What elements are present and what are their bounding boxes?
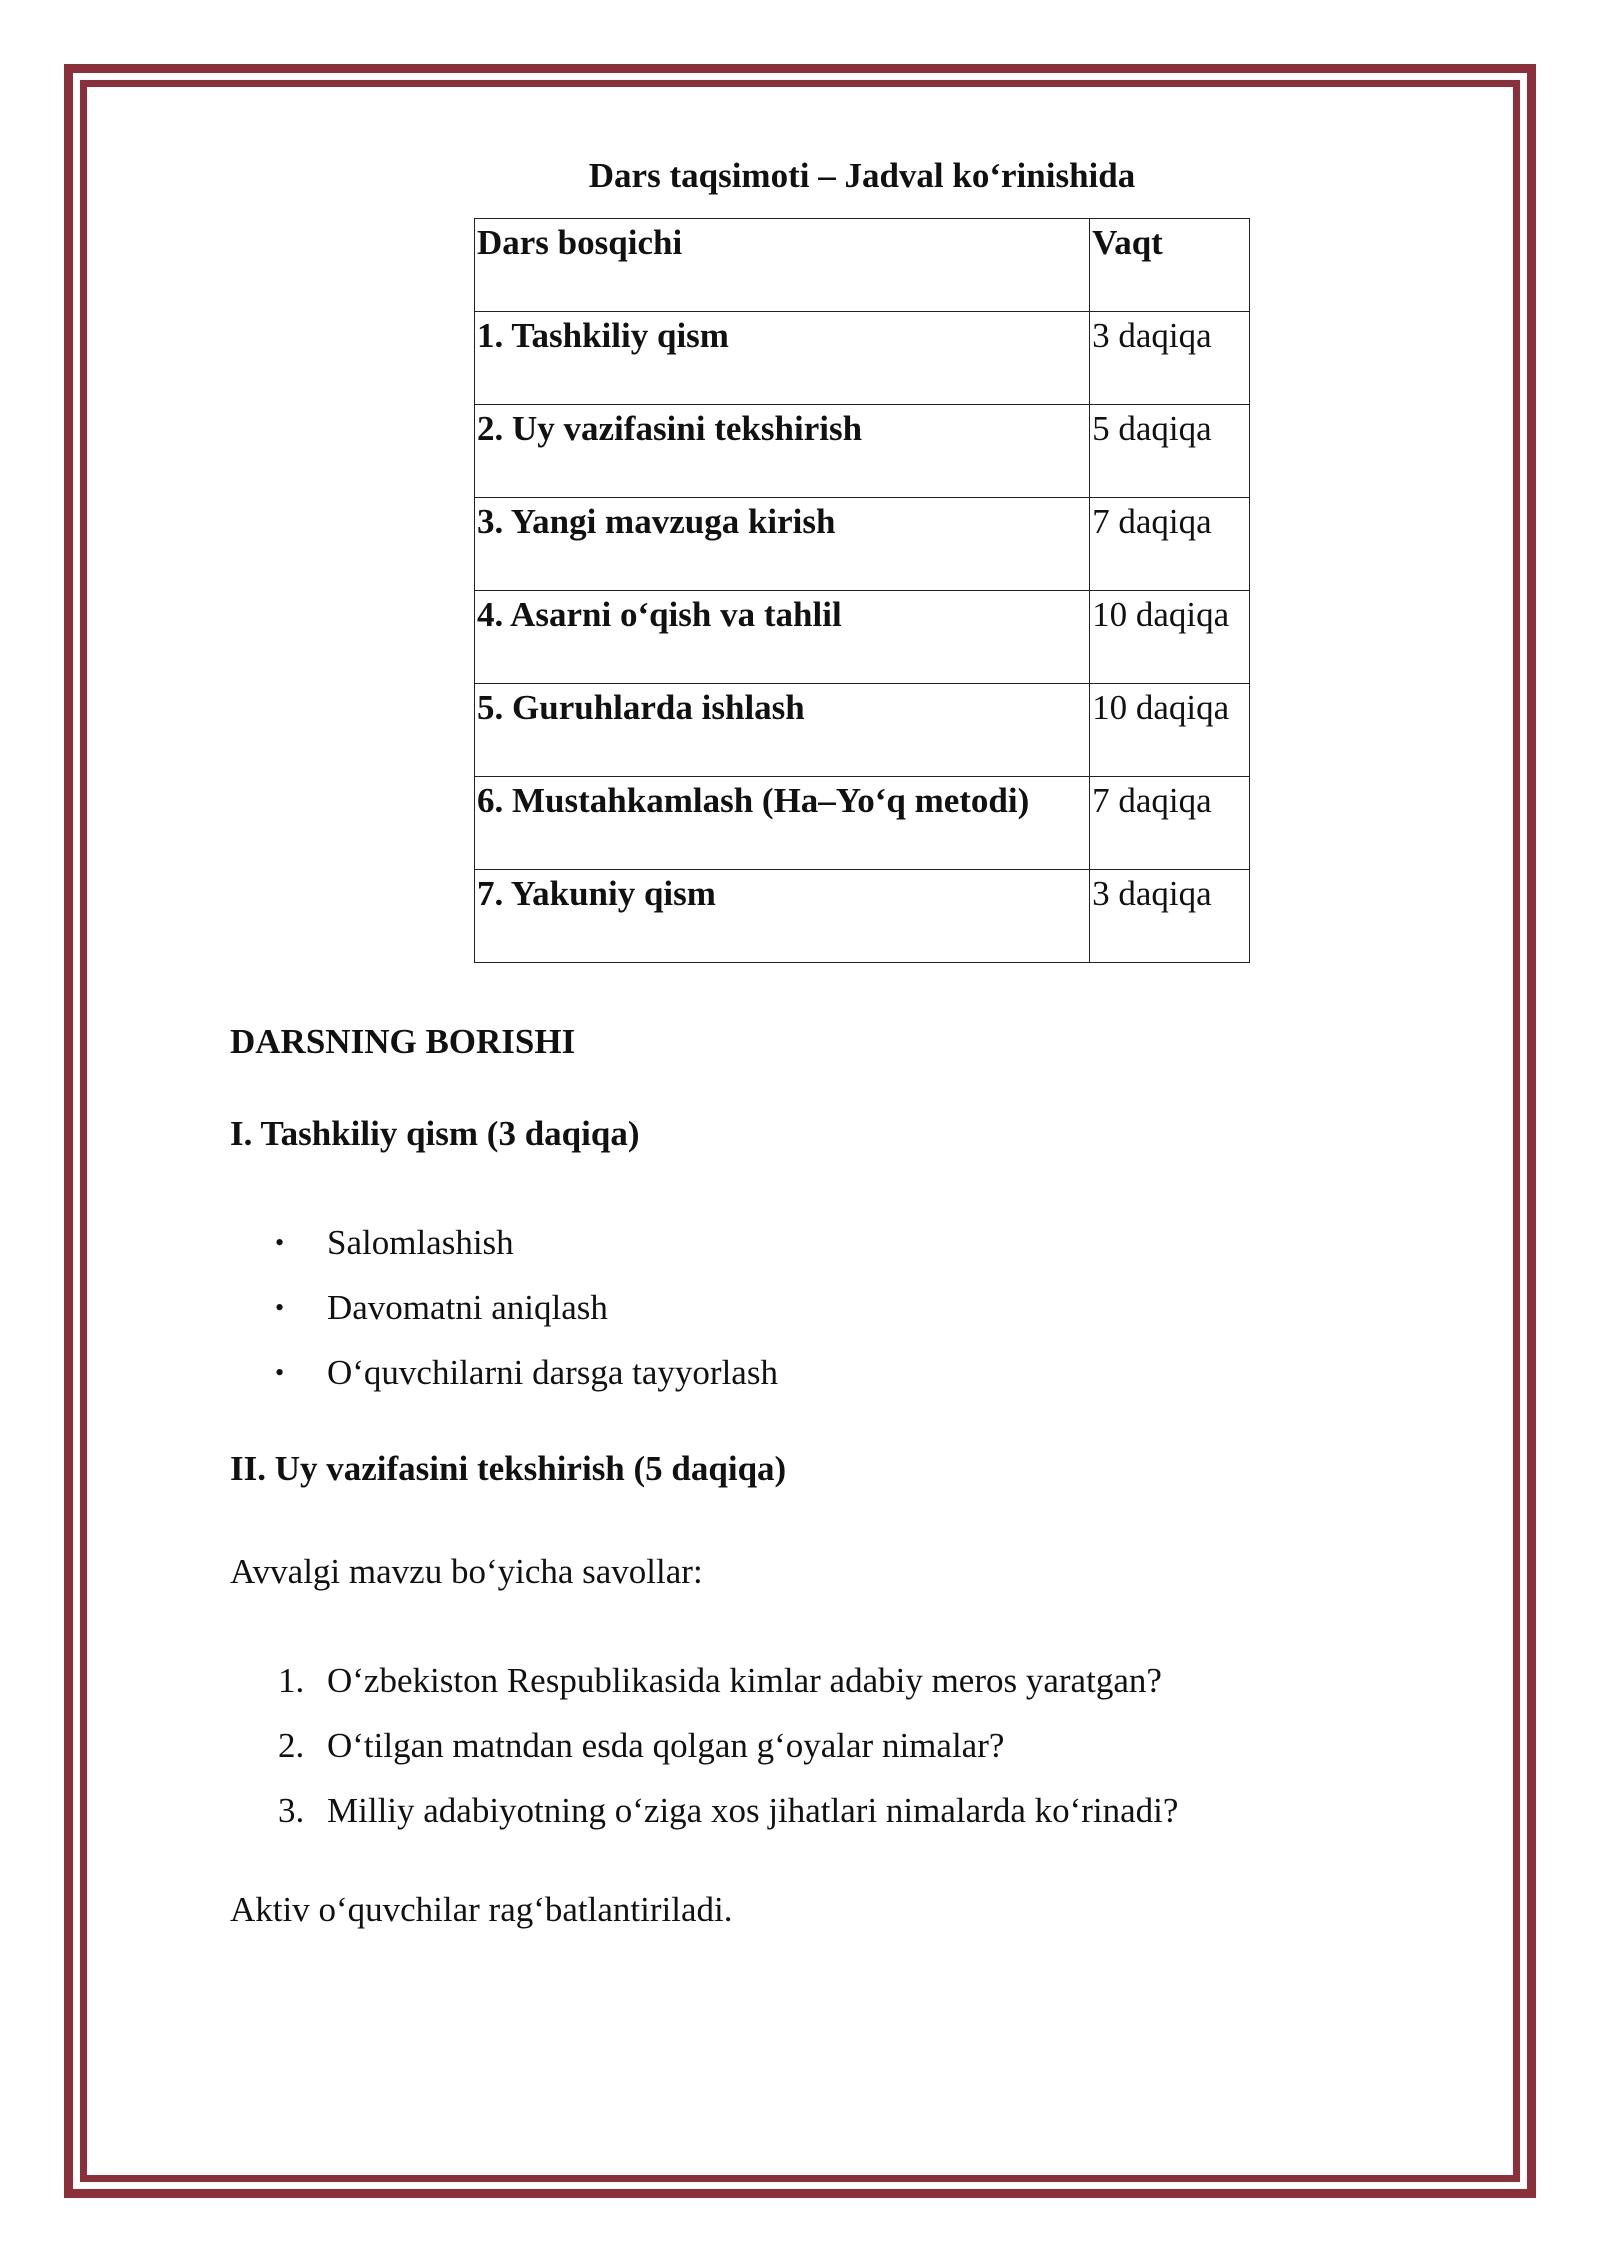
main-heading: DARSNING BORISHI xyxy=(230,1022,576,1061)
time-cell: 7 daqiqa xyxy=(1090,498,1250,591)
list-item-text: Oʻtilgan matndan esda qolgan gʻoyalar nimalar? xyxy=(327,1726,1005,1765)
time-cell: 10 daqiqa xyxy=(1090,684,1250,777)
section1-bullet-list xyxy=(230,1210,778,1405)
list-item-text: Milliy adabiyotning oʻziga xos jihatlari nimalarda koʻrinadi? xyxy=(327,1791,1179,1830)
lesson-schedule-table xyxy=(474,218,1250,963)
list-item-text: Oʻquvchilarni darsga tayyorlash xyxy=(327,1353,778,1392)
table-row xyxy=(475,870,1250,963)
table-row xyxy=(475,684,1250,777)
list-number: 3. xyxy=(278,1791,305,1830)
time-cell: 3 daqiqa xyxy=(1090,312,1250,405)
table-row xyxy=(475,498,1250,591)
section2-closing: Aktiv oʻquvchilar ragʻbatlantiriladi. xyxy=(230,1890,733,1929)
table-row xyxy=(475,777,1250,870)
bullet-icon: • xyxy=(275,1293,285,1322)
bullet-icon: • xyxy=(275,1228,285,1257)
stage-cell: 7. Yakuniy qism xyxy=(475,870,1090,963)
list-item xyxy=(230,1275,778,1340)
list-item xyxy=(230,1778,1178,1843)
table-header-row xyxy=(475,219,1250,312)
stage-cell: 3. Yangi mavzuga kirish xyxy=(475,498,1090,591)
section2-question-list xyxy=(230,1648,1178,1843)
list-item-text: Davomatni aniqlash xyxy=(327,1288,608,1327)
time-cell: 5 daqiqa xyxy=(1090,405,1250,498)
header-stage: Dars bosqichi xyxy=(475,219,1090,312)
stage-cell: 4. Asarni oʻqish va tahlil xyxy=(475,591,1090,684)
table-row xyxy=(475,405,1250,498)
list-item-text: Oʻzbekiston Respublikasida kimlar adabiy meros yaratgan? xyxy=(327,1661,1162,1700)
stage-cell: 1. Tashkiliy qism xyxy=(475,312,1090,405)
table-row xyxy=(475,591,1250,684)
section1-heading: I. Tashkiliy qism (3 daqiqa) xyxy=(230,1114,640,1153)
stage-cell: 5. Guruhlarda ishlash xyxy=(475,684,1090,777)
header-time: Vaqt xyxy=(1090,219,1250,312)
list-item-text: Salomlashish xyxy=(327,1223,514,1262)
list-item xyxy=(230,1340,778,1405)
list-number: 2. xyxy=(278,1726,305,1765)
stage-cell: 2. Uy vazifasini tekshirish xyxy=(475,405,1090,498)
section2-heading: II. Uy vazifasini tekshirish (5 daqiqa) xyxy=(230,1449,787,1488)
table-row xyxy=(475,312,1250,405)
bullet-icon: • xyxy=(275,1358,285,1387)
list-item xyxy=(230,1713,1178,1778)
list-item xyxy=(230,1210,778,1275)
time-cell: 3 daqiqa xyxy=(1090,870,1250,963)
section2-intro: Avvalgi mavzu boʻyicha savollar: xyxy=(230,1552,703,1591)
list-number: 1. xyxy=(278,1661,305,1700)
time-cell: 7 daqiqa xyxy=(1090,777,1250,870)
table-title: Dars taqsimoti – Jadval koʻrinishida xyxy=(588,156,1136,195)
stage-cell: 6. Mustahkamlash (Ha–Yoʻq metodi) xyxy=(475,777,1090,870)
time-cell: 10 daqiqa xyxy=(1090,591,1250,684)
list-item xyxy=(230,1648,1178,1713)
